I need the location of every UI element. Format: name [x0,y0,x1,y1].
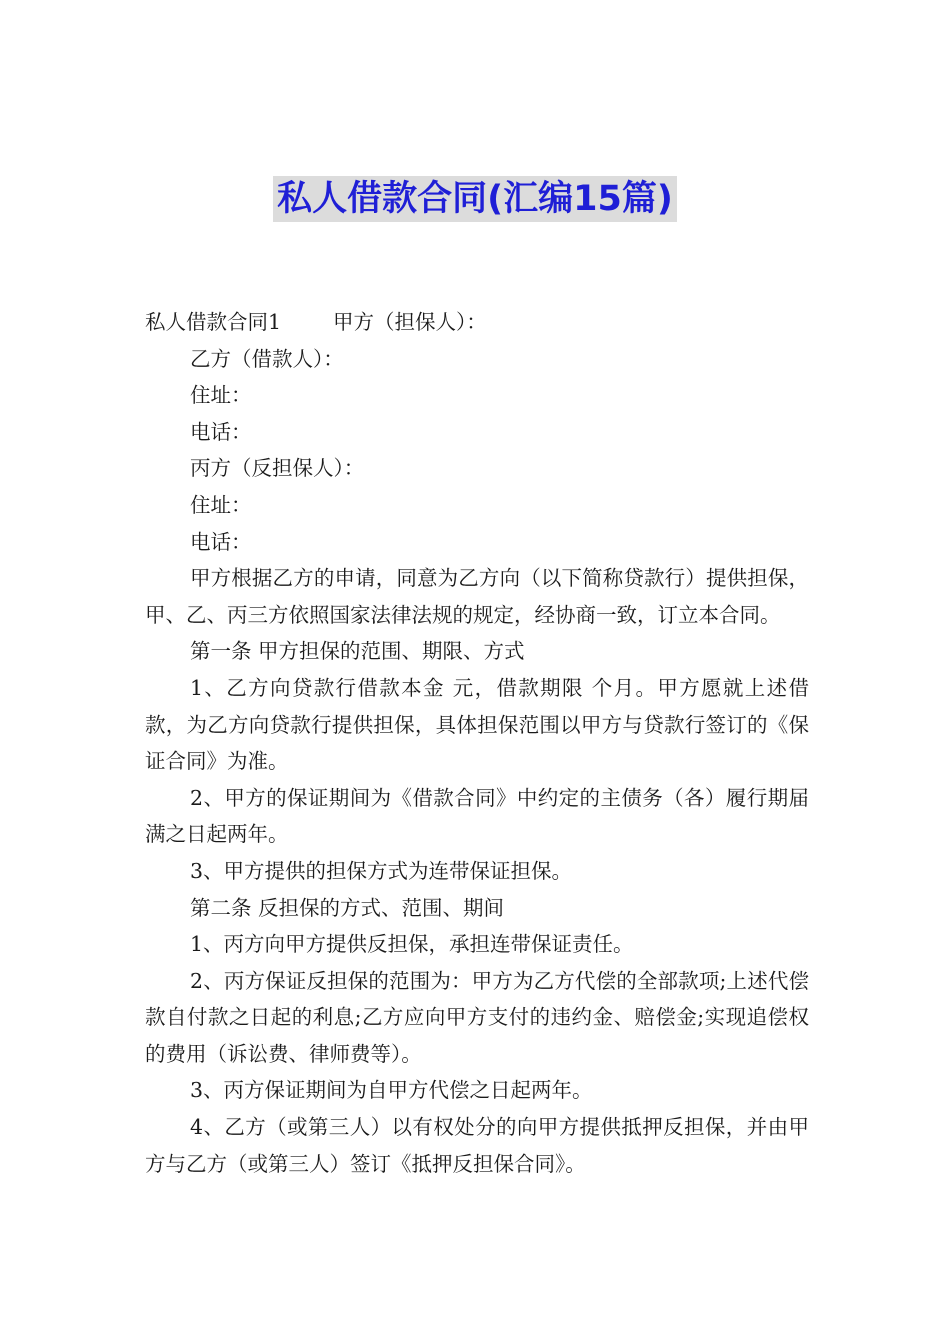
title-wrap [0,176,950,222]
contract-heading: 私人借款合同1 [145,310,282,334]
document-title: 私人借款合同(汇编15篇) [273,176,677,222]
paragraph: 1、丙方向甲方提供反担保，承担连带保证责任。 [190,932,634,957]
section-heading: 第一条 甲方担保的范围、期限、方式 [190,639,525,664]
paragraph: 甲方根据乙方的申请，同意为乙方向（以下简称贷款行）提供担保，甲、乙、丙三方依照国家法律法规的规定，经协商一致，订立本合同。 [145,566,809,627]
paragraph: 住址： [190,492,252,517]
party-a-label: 甲方（担保人）： [333,310,487,334]
paragraph: 4、乙方（或第三人）以有权处分的向甲方提供抵押反担保，并由甲方与乙方（或第三人）签订《抵押反担保合同》。 [145,1115,809,1176]
paragraph: 1、乙方向贷款行借款本金 元，借款期限 个月。甲方愿就上述借款，为乙方向贷款行提供担保，具体担保范围以甲方与贷款行签订的《保证合同》为准。 [145,675,809,774]
paragraph: 乙方（借款人）： [190,346,344,371]
paragraph: 3、甲方提供的担保方式为连带保证担保。 [190,858,573,883]
section-heading: 第二条 反担保的方式、范围、期间 [190,895,505,920]
paragraph: 2、丙方保证反担保的范围为：甲方为乙方代偿的全部款项;上述代偿款自付款之日起的利息;乙方应向甲方支付的违约金、赔偿金;实现追偿权的费用（诉讼费、律师费等）。 [145,968,809,1066]
paragraph: 电话： [190,419,252,444]
paragraph: 丙方（反担保人）： [190,456,365,481]
paragraph: 住址： [190,383,252,408]
paragraph: 3、丙方保证期间为自甲方代偿之日起两年。 [190,1078,593,1103]
first-line [145,304,809,341]
paragraph: 电话： [190,529,252,554]
document-body [145,304,809,1182]
paragraph: 2、甲方的保证期间为《借款合同》中约定的主债务（各）履行期届满之日起两年。 [145,785,809,847]
